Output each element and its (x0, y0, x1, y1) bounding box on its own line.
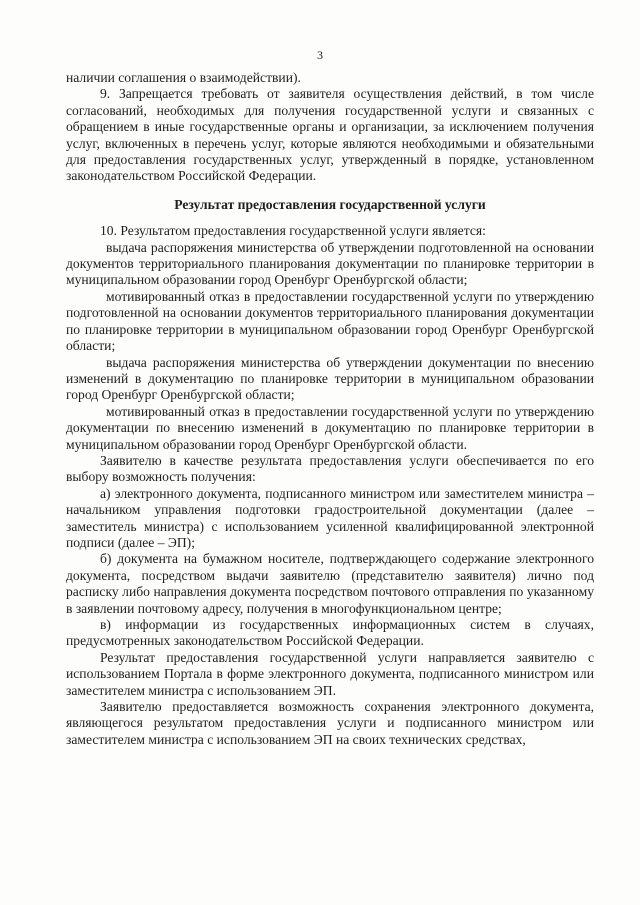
paragraph-continuation: наличии соглашения о взаимодействии). (66, 70, 301, 85)
paragraph-clause-10: 10. Результатом предоставления государственной услуги является: (100, 223, 486, 239)
paragraph-result-choice: Заявителю в качестве результата предоставления услуги обеспечивается по его выбору возможность получения: (66, 452, 594, 485)
paragraph-option-b: б) документа на бумажном носителе, подтверждающего содержание электронного документа, посредством выдачи заявителю (представителю заявителя) лично под расписку либо направления документа посредством почтового отправления по указанному в заявлении почтовому адресу, получения в многофункциональном центре; (66, 551, 594, 616)
paragraph-clause-9: 9. Запрещается требовать от заявителя осуществления действий, в том числе согласований, необходимых для получения государственной услуги и связанных с обращением в иные государственные органы и организации, за исключением получения услуг, включенных в перечень услуг, которые являются необходимыми и обязательными для предоставления государственных услуг, утвержденный в порядке, установленном законодательством Российской Федерации. (66, 86, 594, 184)
section-heading: Результат предоставления государственной услуги (174, 196, 486, 212)
paragraph-result-item-2: мотивированный отказ в предоставлении государственной услуги по утверждению подготовленной на основании документов территориального планирования документации по планировке территории в муниципальном образовании город Оренбург Оренбургской области; (66, 288, 594, 354)
page-number: 3 (317, 48, 323, 62)
document-body (66, 70, 594, 748)
paragraph-option-c: в) информации из государственных информационных систем в случаях, предусмотренных законодательством Российской Федерации. (66, 617, 594, 649)
paragraph-save-document: Заявителю предоставляется возможность сохранения электронного документа, являющегося результатом предоставления услуги и подписанного министром или заместителем министра с использованием ЭП на своих технических средствах, (66, 699, 594, 747)
paragraph-result-item-1: выдача распоряжения министерства об утверждении подготовленной на основании документов территориального планирования документации по планировке территории в муниципальном образовании город Оренбург Оренбургской области; (66, 239, 594, 288)
paragraph-result-item-3: выдача распоряжения министерства об утверждении документации по внесению изменений в документацию по планировке территории в муниципальном образовании город Оренбург Оренбургской области; (66, 354, 594, 403)
paragraph-portal-delivery: Результат предоставления государственной услуги направляется заявителю с использованием Портала в форме электронного документа, подписанного министром или заместителем министра с использованием ЭП. (66, 649, 594, 698)
paragraph-option-a: а) электронного документа, подписанного министром или заместителем министра – начальником управления подготовки градостроительной документации (далее – заместитель министра) с использованием усиленной квалифицированной электронной подписи (далее – ЭП); (66, 485, 594, 550)
paragraph-result-item-4: мотивированный отказ в предоставлении государственной услуги по утверждению документации по внесению изменений в документацию по планировке территории в муниципальном образовании город Оренбург Оренбургской области. (66, 403, 594, 452)
